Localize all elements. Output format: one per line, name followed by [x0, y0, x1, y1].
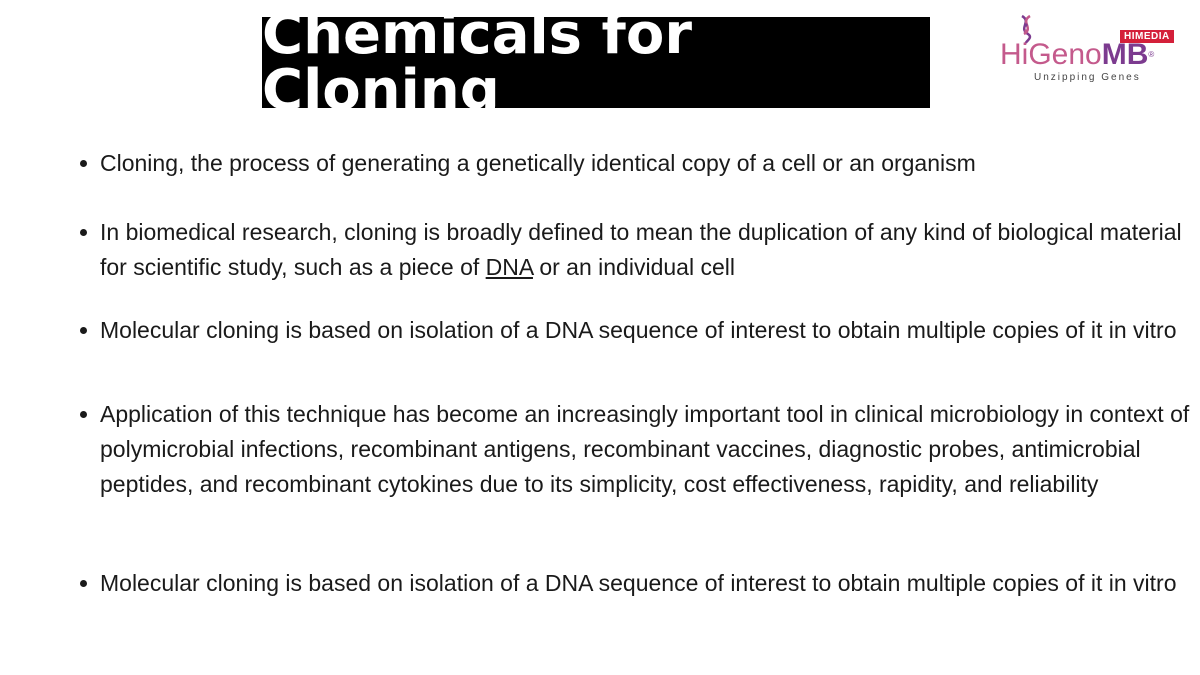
bullet-item: Cloning, the process of generating a genetically identical copy of a cell or an organism — [100, 146, 1195, 181]
dna-link[interactable]: DNA — [485, 254, 533, 280]
bullet-text: or an individual cell — [532, 254, 735, 280]
title-banner — [262, 1, 930, 123]
logo-mb: MB — [1101, 38, 1149, 71]
higenomb-logo — [1000, 14, 1185, 86]
logo-hi: Hi — [1000, 38, 1029, 71]
bullet-item — [100, 215, 1195, 285]
bullet-item: Application of this technique has become an increasingly important tool in clinical microbiology in context of polymicrobial infections, recombinant antigens, recombinant vaccines, diagnostic probes, antimicrobial peptides, and recombinant cytokines due to its simplicity, cost effectiveness, rapidity, and reliability — [100, 397, 1195, 502]
himedia-badge: HIMEDIA — [1120, 30, 1174, 43]
registered-mark: ® — [1148, 50, 1155, 59]
logo-geno: Geno — [1028, 38, 1102, 71]
logo-wordmark — [1000, 40, 1154, 70]
bullet-item: Molecular cloning is based on isolation of a DNA sequence of interest to obtain multiple copies of it in vitro — [100, 566, 1195, 601]
bullet-text: In biomedical research, cloning is broadly defined to mean the duplication of any kind of biological material for scientific study, such as a piece of — [100, 219, 1182, 280]
bullet-item: Molecular cloning is based on isolation of a DNA sequence of interest to obtain multiple copies of it in vitro — [100, 313, 1195, 348]
logo-tagline: Unzipping Genes — [1034, 72, 1141, 83]
page-title: Chemicals for Cloning — [262, 1, 692, 123]
